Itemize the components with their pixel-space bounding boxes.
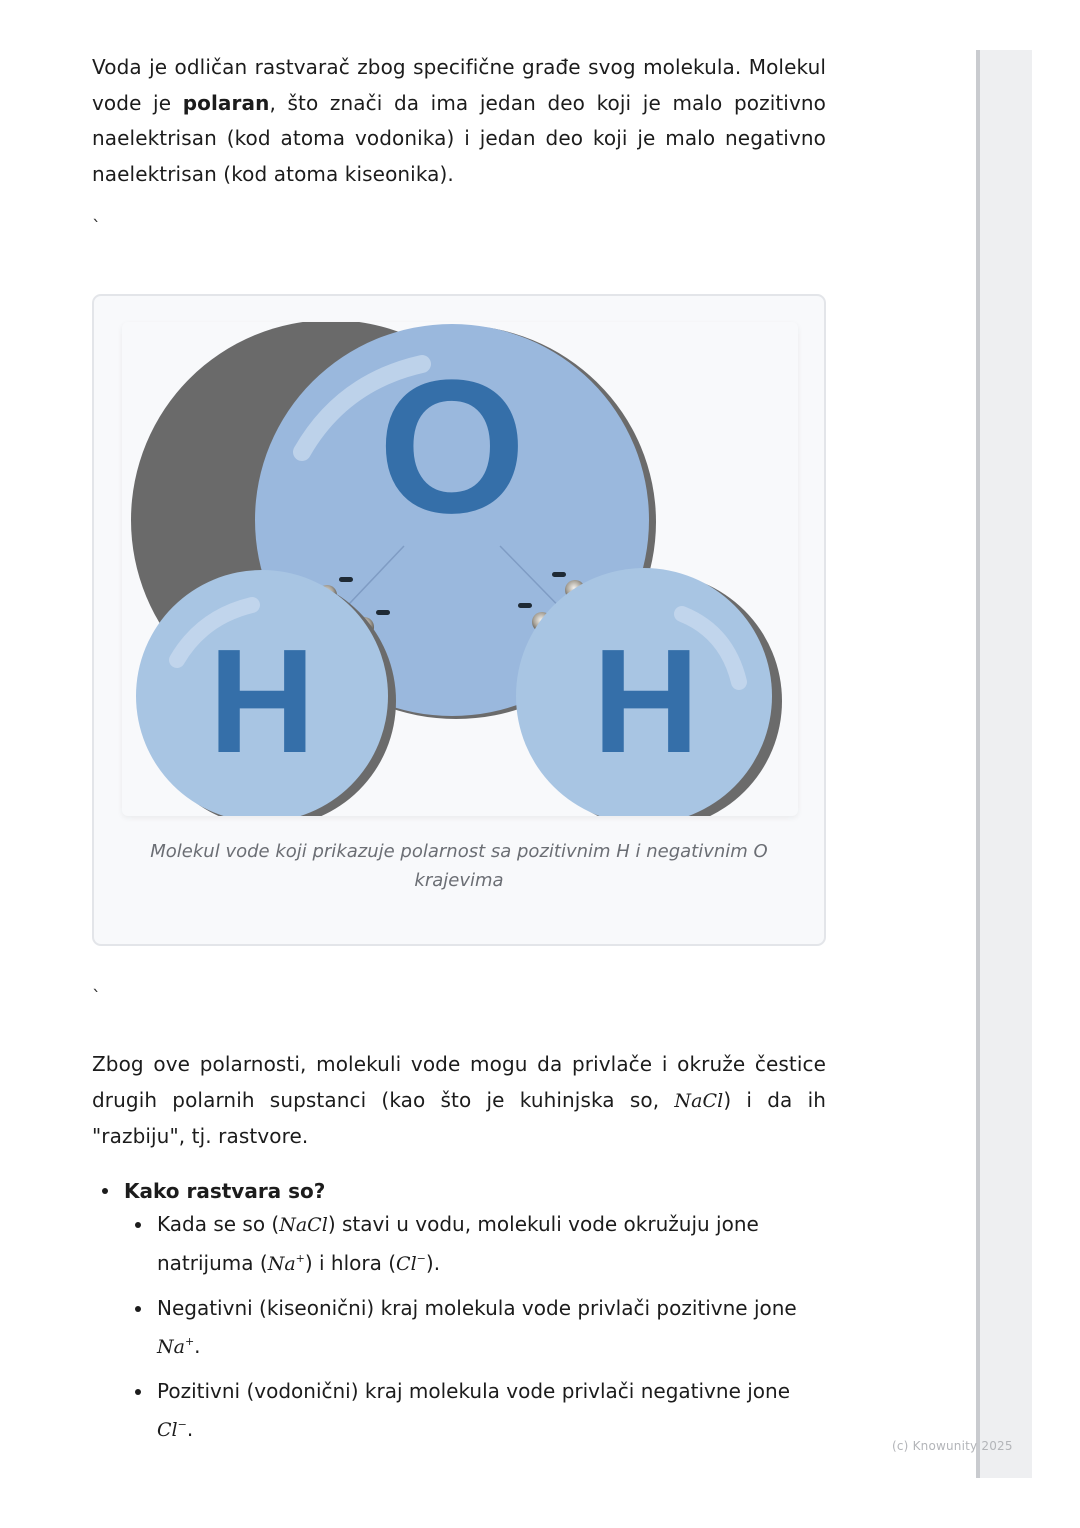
formula-nacl: NaCl	[674, 1089, 724, 1112]
list-heading-item	[92, 1174, 826, 1208]
intro-text-1: Voda je odličan rastvarač zbog specifične građe svog molekula. Molekul vode je	[92, 55, 826, 115]
item-text: Pozitivni (vodonični) kraj molekula vode privlači negativne jone	[157, 1379, 790, 1403]
item-text: .	[194, 1334, 201, 1358]
water-molecule-diagram	[122, 322, 798, 816]
term-polaran: polaran	[182, 90, 270, 115]
item-text: ).	[425, 1251, 441, 1275]
bullet-dot-icon	[135, 1306, 141, 1312]
hydrogen-atom-right	[516, 568, 782, 816]
intro-text-2: , što znači da ima jedan deo koji je malo pozitivno naelektrisan (kod atoma vodonika) i jedan deo koji je malo negativno naelektrisan (kod atoma kiseonika).	[92, 90, 826, 186]
figure-card	[92, 294, 826, 946]
list-heading: Kako rastvara so?	[124, 1179, 326, 1203]
formula-na-ion: Na+	[157, 1335, 195, 1358]
list-item	[92, 1208, 826, 1281]
intro-paragraph	[92, 50, 826, 192]
list-item	[92, 1292, 826, 1364]
side-panel	[976, 50, 1032, 1478]
para2-text-1: Zbog ove polarnosti, molekuli vode mogu da privlače i okruže čestice drugih polarnih supstanci (kao što je kuhinjska so,	[92, 1052, 826, 1112]
separator-mark-2: `	[92, 987, 101, 1008]
document-body	[92, 50, 826, 238]
hydrogen-right-label: H	[592, 619, 700, 784]
item-text: .	[186, 1417, 194, 1441]
polarity-paragraph	[92, 1047, 826, 1155]
separator-mark: `	[92, 217, 101, 238]
item-text: Negativni (kiseonični) kraj molekula vode privlači pozitivne jone	[157, 1296, 797, 1320]
formula-cl-ion: Cl−	[157, 1418, 187, 1441]
formula-cl-ion: Cl−	[396, 1252, 426, 1275]
formula-na-ion: Na+	[267, 1252, 305, 1275]
copyright-footer: (c) Knowunity 2025	[892, 1439, 1013, 1453]
item-text: Kada se so (	[157, 1212, 280, 1236]
figure-caption: Molekul vode koji prikazuje polarnost sa pozitivnim H i negativnim O krajevima	[150, 841, 768, 891]
bullet-dot-icon	[135, 1222, 141, 1228]
formula-nacl: NaCl	[279, 1214, 328, 1236]
item-text: ) i hlora (	[304, 1251, 397, 1275]
para2-text-2: ) i da ih "razbiju", tj. rastvore.	[92, 1087, 826, 1148]
item-text: ) stavi u vodu, molekuli vode okružuju jone natrijuma (	[157, 1212, 759, 1275]
dissolving-list	[92, 1174, 826, 1458]
hydrogen-left-label: H	[208, 619, 316, 784]
oxygen-label: O	[378, 341, 526, 553]
bullet-dot-icon	[102, 1188, 108, 1194]
bullet-dot-icon	[135, 1389, 141, 1395]
list-item	[92, 1375, 826, 1447]
